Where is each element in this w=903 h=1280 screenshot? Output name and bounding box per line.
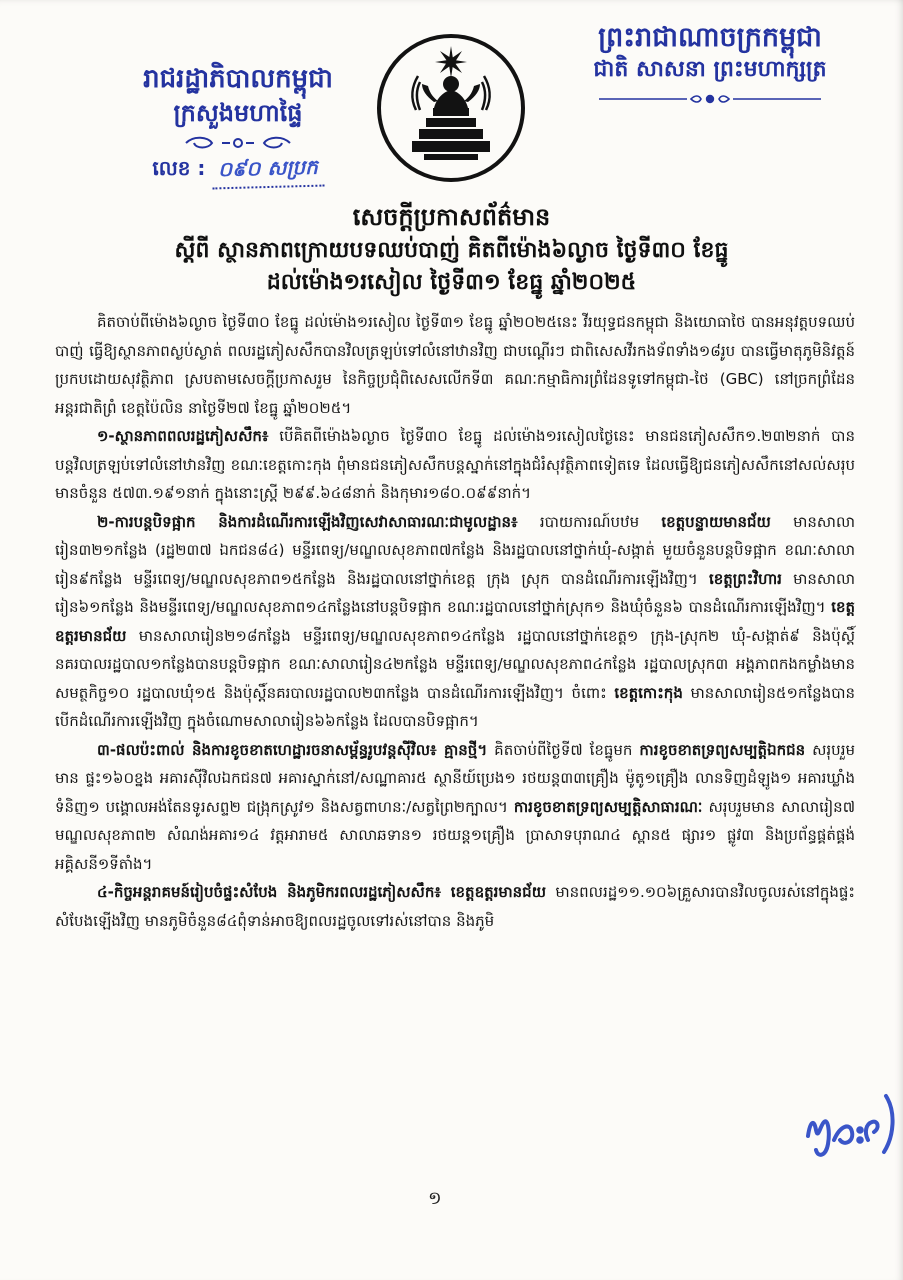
body-segment-bold: ៣-ផលប៉ះពាល់ និងការខូចខាតហេដ្ឋារចនាសម្ព័ន្ធរូបវន្តស៊ីវិល៖ គ្មានថ្មី។ <box>97 740 488 759</box>
body-segment-bold: ខេត្តកោះកុង <box>614 683 683 702</box>
body-segment: មានសាលារៀន៣២១កន្លែង (រដ្ឋ២៣៧ ឯកជន៨៤) មន្ទីរពេទ្យ/មណ្ឌលសុខភាព៧កន្លែង និងរដ្ឋបាលនៅថ្នាក់ឃុំ-សង្កាត់ មួយចំនួនបន្តបិទផ្អាក ខណៈសាលារៀន៩កន្លែង មន្ទីរពេទ្យ/មណ្ឌលសុខភាព១៥កន្លែង និងរដ្ឋបាលនៅថ្នាក់ខេត្ត ក្រុង ស្រុក បានដំណើរការឡើងវិញ។ <box>55 512 855 588</box>
page-number: ១ <box>428 1188 442 1209</box>
ministry-seal-emblem <box>372 32 530 190</box>
body-segment-bold: ខេត្តបន្ទាយមានជ័យ <box>661 512 771 531</box>
body-segment: មានសាលារៀន៥១កន្លែងបានបើកដំណើរការឡើងវិញ ក្នុងចំណោមសាលារៀន៦៦កន្លែង ដែលបានបិទផ្អាក។ <box>55 683 855 730</box>
body-segment-bold: ១-ស្ថានភាពពលរដ្ឋភៀសសឹក៖ <box>97 427 269 445</box>
body-segment: សរុបរួមមាន សាលារៀន៧ មណ្ឌលសុខភាព២ សំណង់អគារ១៤ វត្តអារាម៥ សាលាឆទាន១ រថយន្ត១គ្រឿង ប្រាសាទបុរាណ៤ ស្ពាន៥ ផ្សារ១ ផ្លូវ៣ និងប្រព័ន្ធផ្គត់ផ្គង់អគ្គិសនី១ទីតាំង។ <box>55 797 855 873</box>
title-line-2: ស្តីពី ស្ថានភាពក្រោយបទឈប់បាញ់ គិតពីម៉ោង៦ល្ងាច ថ្ងៃទី៣០ ខែធ្នូ <box>174 237 729 263</box>
body-segment-bold: ខេត្តព្រះវិហារ <box>708 569 782 588</box>
body-paragraph <box>55 422 855 508</box>
body-paragraph <box>55 508 855 736</box>
ministry-name: ក្រសួងមហាផ្ទៃ <box>173 99 303 128</box>
reference-label: លេខ : <box>152 156 206 181</box>
body-segment-bold: ២-ការបន្តបិទផ្អាក និងការដំណើរការឡើងវិញសេវាសាធារណៈជាមូលដ្ឋាន៖ <box>97 512 518 531</box>
body-paragraph <box>55 308 855 422</box>
body-segment: មានសាលារៀន២១៨កន្លែង មន្ទីរពេទ្យ/មណ្ឌលសុខភាព១៤កន្លែង រដ្ឋបាលនៅថ្នាក់ខេត្ត១ ក្រុង-ស្រុក២ ឃុំ-សង្កាត់៩ និងប៉ុស្តិ៍នគរបាលរដ្ឋបាល១កន្លែងបានបន្តបិទផ្អាក ខណៈសាលារៀន៤២កន្លែង មន្ទីរពេទ្យ/មណ្ឌលសុខភាព៤កន្លែង រដ្ឋបាលស្រុក៣ អង្គភាពកងកម្លាំងមានសមត្ថកិច្ច១០ រដ្ឋបាលឃុំ១៥ និងប៉ុស្តិ៍នគរបាលរដ្ឋបាល២៣កន្លែង បានដំណើរការឡើងវិញ។ ចំពោះ <box>55 626 855 702</box>
handwritten-initials-mark <box>800 1088 895 1173</box>
body-paragraphs <box>55 308 855 935</box>
kingdom-name: ព្រះរាជាណាចក្រកម្ពុជា <box>598 22 822 53</box>
body-segment-bold: ខេត្តឧត្តរមានជ័យ <box>450 883 546 901</box>
title-line-3: ដល់ម៉ោង១រសៀល ថ្ងៃទី៣១ ខែធ្នូ ឆ្នាំ២០២៥ <box>266 269 637 295</box>
national-motto: ជាតិ សាសនា ព្រះមហាក្សត្រ <box>593 57 827 83</box>
document-title <box>0 200 903 299</box>
ministry-header-block <box>78 62 398 188</box>
reference-number-line <box>78 155 398 188</box>
title-line-1: សេចក្តីប្រកាសព័ត៌មាន <box>352 203 551 231</box>
body-segment: សរុបរួមមាន ផ្ទះ១៦០ខ្នង អគារស៊ីវិលឯកជន៧ អគារស្នាក់នៅ/សណ្ឋាគារ៥ ស្ថានីយ៍ប្រេង១ រថយន្ត៣៣គ្រឿង ម៉ូតូ១គ្រឿង លានទិញដំឡូង១ អគារឃ្លាំងទំនិញ១ បង្គោលអង់តែនទូរសព្ទ២ ជង្រុកស្រូវ១ និងសត្វពាហនៈ/សត្វព្រៃ២ក្បាល។ <box>55 740 855 816</box>
government-name: រាជរដ្ឋាភិបាលកម្ពុជា <box>143 64 333 94</box>
scroll-ornament-icon <box>178 135 298 151</box>
body-segment: មានពលរដ្ឋ១១.១០៦គ្រួសារបានវិលចូលរស់នៅក្នុងផ្ទះសំបែងឡើងវិញ មានភូមិចំនួន៨៤ពុំទាន់អាចឱ្យពលរដ្ឋចូលទៅរស់នៅបាន និងភូមិ <box>55 883 855 930</box>
body-paragraph <box>55 878 855 935</box>
body-segment: មានសាលារៀន៦១កន្លែង និងមន្ទីរពេទ្យ/មណ្ឌលសុខភាព១៤កន្លែងនៅបន្តបិទផ្អាក ខណៈរដ្ឋបាលនៅថ្នាក់ស្រុក១ និងឃុំចំនួន៦ បានដំណើរការឡើងវិញ។ <box>55 569 855 616</box>
body-paragraph <box>55 736 855 879</box>
body-segment-bold: ការខូចខាតទ្រព្យសម្បត្តិសាធារណៈ <box>513 797 703 816</box>
kingdom-header-block <box>540 20 880 106</box>
body-segment: របាយការណ៍បឋម <box>517 512 662 531</box>
divider-ornament-icon <box>595 92 825 106</box>
body-segment: គិតចាប់ពីថ្ងៃទី៧ ខែធ្នូមក <box>487 740 640 759</box>
body-segment-bold: ៤-កិច្ចអន្តរាគមន៍រៀបចំផ្ទះសំបែង និងភូមិករពលរដ្ឋភៀសសឹក៖ <box>97 883 451 901</box>
body-segment: បើគិតពីម៉ោង៦ល្ងាច ថ្ងៃទី៣០ ខែធ្នូ ដល់ម៉ោង១រសៀលថ្ងៃនេះ មានជនភៀសសឹក១.២៣២នាក់ បានបន្តវិលត្រឡប់ទៅលំនៅឋានវិញ ខណៈខេត្តកោះកុង ពុំមានជនភៀសសឹកបន្តស្នាក់នៅក្នុងជំរំសុវត្ថិភាពទៀតទេ ដែលធ្វើឱ្យជនភៀសសឹកនៅសល់សរុបមានចំនួន ៥៧៣.១៩១នាក់ ក្នុងនោះស្ត្រី ២៩៩.៦៤៨នាក់ និងកុមារ១៨០.០៩៩នាក់។ <box>55 427 855 502</box>
body-segment: គិតចាប់ពីម៉ោង៦ល្ងាច ថ្ងៃទី៣០ ខែធ្នូ ដល់ម៉ោង១រសៀល ថ្ងៃទី៣១ ខែធ្នូ ឆ្នាំ២០២៥នេះ វីរយុទ្ធជនកម្ពុជា និងយោធាថៃ បានអនុវត្តបទឈប់បាញ់ ធ្វើឱ្យស្ថានភាពស្ងប់ស្ងាត់ ពលរដ្ឋភៀសសឹកបានវិលត្រឡប់ទៅលំនៅឋានវិញ ជាបណ្តើរៗ ជាពិសេសវីរកងទ័ពទាំង១៨រូប បានធ្វើមាតុភូមិនិវត្តន៍ប្រកបដោយសុវត្ថិភាព ស្របតាមសេចក្តីប្រកាសរួម នៃកិច្ចប្រជុំពិសេសលើកទី៣ គណៈកម្មាធិការព្រំដែនទូទៅកម្ពុជា-ថៃ (GBC) នៅច្រកព្រំដែនអន្តរជាតិព្រំ ខេត្តប៉ៃលិន នាថ្ងៃទី២៧ ខែធ្នូ ឆ្នាំ២០២៥។ <box>55 313 855 417</box>
body-segment-bold: ការខូចខាតទ្រព្យសម្បត្តិឯកជន <box>639 740 806 759</box>
body-segment-bold: ខេត្តឧត្តរមានជ័យ <box>55 598 855 645</box>
reference-number-handwritten: ០៩០ សប្រក <box>211 154 324 190</box>
